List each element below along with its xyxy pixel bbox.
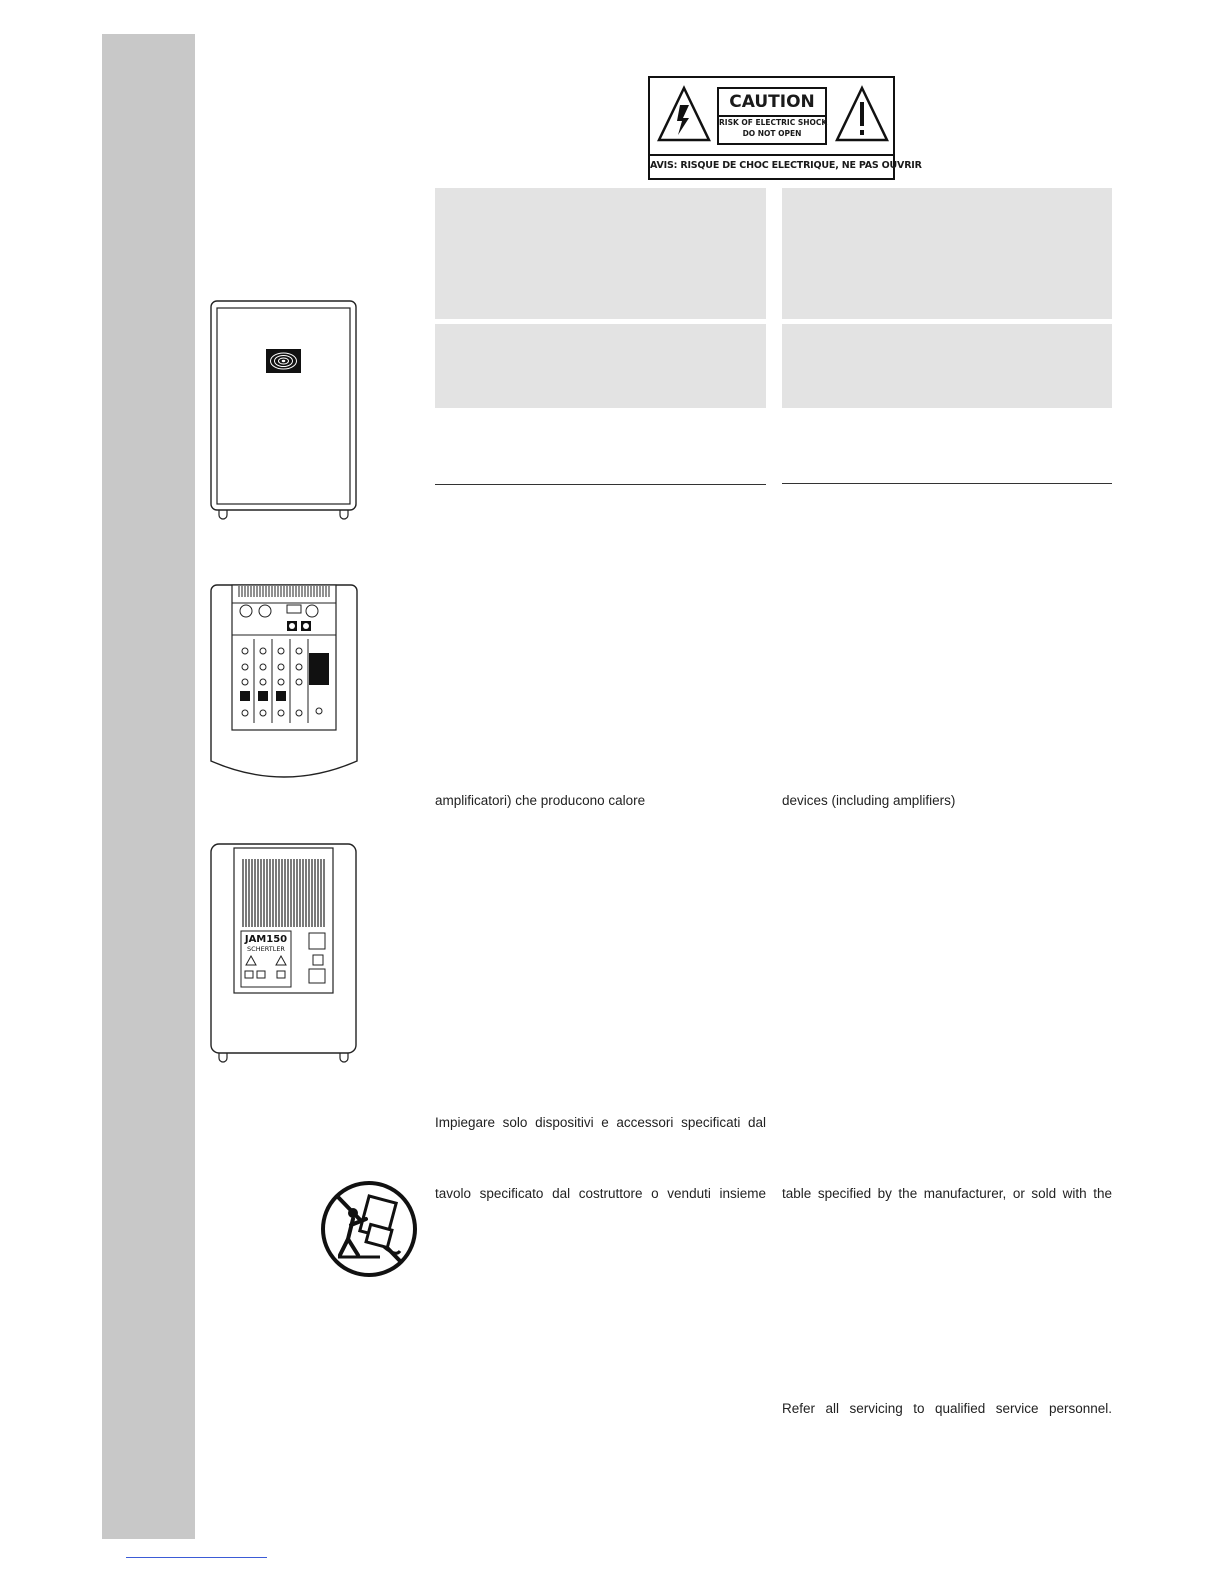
it-warning-box bbox=[435, 188, 766, 319]
speaker-top-panel-figure bbox=[209, 583, 359, 778]
en-note-box bbox=[782, 324, 1112, 408]
page-sidebar bbox=[102, 34, 195, 1539]
caution-avis: AVIS: RISQUE DE CHOC ELECTRIQUE, NE PAS OUVRIR bbox=[650, 154, 893, 178]
it-note-box bbox=[435, 324, 766, 408]
it-accessories-text: Impiegare solo dispositivi e accessori specificati dal bbox=[435, 1115, 766, 1130]
lightning-warning-icon bbox=[656, 85, 712, 143]
exclamation-warning-icon bbox=[834, 85, 890, 143]
it-section-rule bbox=[435, 484, 766, 485]
caution-box bbox=[717, 87, 827, 145]
caution-title: CAUTION bbox=[719, 89, 825, 117]
speaker-front-figure bbox=[209, 300, 359, 520]
caution-label bbox=[648, 76, 922, 180]
it-heat-text: amplificatori) che producono calore bbox=[435, 793, 646, 808]
en-warning-box bbox=[782, 188, 1112, 319]
cart-tipover-warning-icon bbox=[320, 1177, 418, 1281]
rear-model-label: JAM150 bbox=[244, 934, 288, 945]
caution-line2: DO NOT OPEN bbox=[742, 129, 802, 138]
en-cart-text: table specified by the manufacturer, or sold with the bbox=[782, 1186, 1112, 1201]
footer-link-line bbox=[126, 1557, 267, 1558]
speaker-rear-panel-figure bbox=[209, 843, 359, 1065]
it-cart-text: tavolo specificato dal costruttore o venduti insieme bbox=[435, 1186, 766, 1201]
en-section-rule bbox=[782, 483, 1112, 484]
caution-line1: RISK OF ELECTRIC SHOCK bbox=[719, 118, 828, 127]
rear-brand-label: SCHERTLER bbox=[247, 945, 285, 953]
en-service-text: Refer all servicing to qualified service personnel. bbox=[782, 1401, 1112, 1416]
en-heat-text: devices (including amplifiers) bbox=[782, 793, 956, 808]
